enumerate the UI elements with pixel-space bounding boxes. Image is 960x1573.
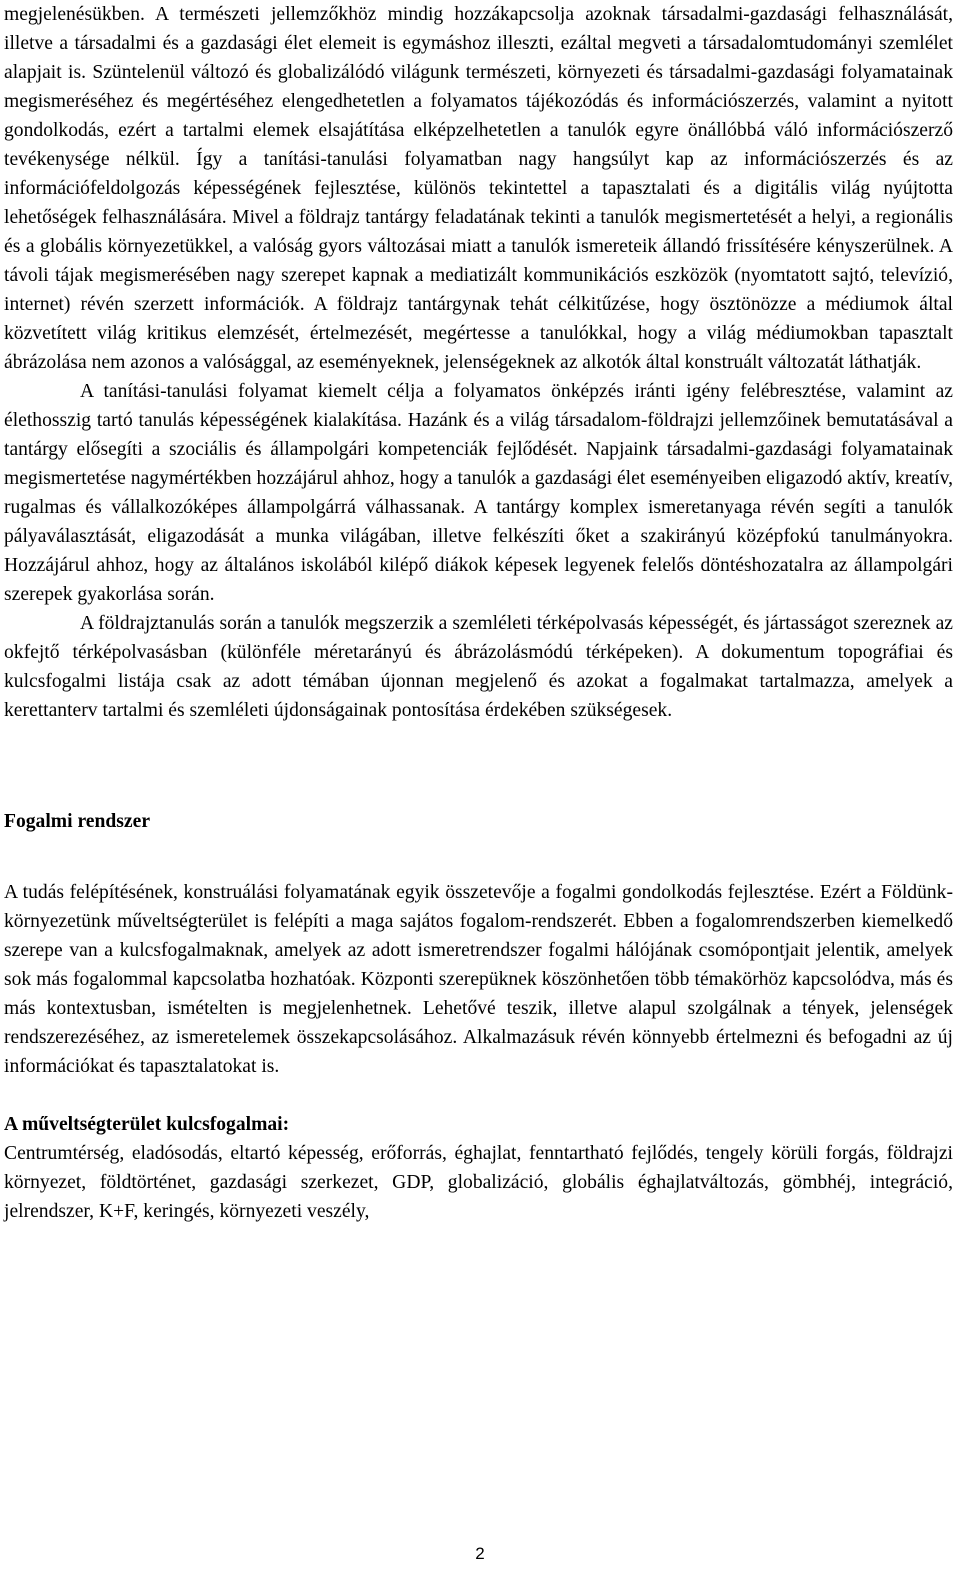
page-number: 2 (475, 1544, 485, 1563)
body-paragraph-2: A tanítási-tanulási folyamat kiemelt célja a folyamatos önképzés iránti igény felébresztése, valamint az élethosszig tartó tanulás képességének kialakítása. Hazánk és a világ társadalom-földrajzi jellemzőinek bemutatásával a tantárgy elősegíti a szociális és állampolgári kompetenciák fejlődését. Napjaink társadalmi-gazdasági folyamatainak megismertetése nagymértékben hozzájárul ahhoz, hogy a tanulók a gazdasági élet eseményeiben eligazodó aktív, kreatív, rugalmas és vállalkozóképes állampolgárrá válhassanak. A tantárgy komplex ismeretanyaga révén segíti a tanulók pályaválasztását, eligazodását a munka világában, illetve felkészíti őket a szakirányú középfokú tanulmányokra. Hozzájárul ahhoz, hogy az általános iskolából kilépő diákok képesek legyenek felelős döntéshozatalra az állampolgári szerepek gyakorlása során. (4, 381, 953, 605)
document-page (4, 0, 953, 1226)
key-concepts-list: Centrumtérség, eladósodás, eltartó képesség, erőforrás, éghajlat, fenntartható fejlődés, tengely körüli forgás, földrajzi környezet, földtörténet, gazdasági szerkezet, GDP, globalizáció, globális éghajlatváltozás, gömbhéj, integráció, jelrendszer, K+F, keringés, környezeti veszély, (4, 1143, 953, 1222)
section-heading: Fogalmi rendszer (4, 811, 151, 832)
key-concepts-heading: A műveltségterület kulcsfogalmai: (4, 1114, 290, 1135)
body-paragraph-3: A földrajztanulás során a tanulók megszerzik a szemléleti térképolvasás képességét, és jártasságot szereznek az okfejtő térképolvasásban (különféle méretarányú és ábrázolásmódú térképeken). A dokumentum topográfiai és kulcsfogalmi listája csak az adott témában újonnan megjelenő és azokat a fogalmakat tartalmazza, amelyek a kerettanterv tartalmi és szemléleti újdonságainak pontosítása érdekében szükségesek. (4, 613, 953, 721)
body-paragraph-1: megjelenésükben. A természeti jellemzőkhöz mindig hozzákapcsolja azoknak társadalmi-gazdasági felhasználását, illetve a társadalmi és a gazdasági élet elemeit is egymáshoz illeszti, ezáltal megveti a társadalomtudományi szemlélet alapjait is. Szüntelenül változó és globalizálódó világunk természeti, környezeti és társadalmi-gazdasági folyamatainak megismeréséhez és megértéséhez elengedhetetlen a folyamatos tájékozódás és információszerzés, valamint a nyitott gondolkodás, ezért a tartalmi elemek elsajátítása elképzelhetetlen a tanulók egyre önállóbbá váló információszerző tevékenysége nélkül. Így a tanítási-tanulási folyamatban nagy hangsúlyt kap az információszerzés és az információfeldolgozás képességének fejlesztése, különös tekintettel a tapasztalati és a digitális világ nyújtotta lehetőségek felhasználására. Mivel a földrajz tantárgy feladatának tekinti a tanulók megismertetését a helyi, a regionális és a globális környezetükkel, a valóság gyors változásai miatt a tanulók ismereteik állandó frissítésére kényszerülnek. A távoli tájak megismerésében nagy szerepet kapnak a mediatizált kommunikációs eszközök (nyomtatott sajtó, televízió, internet) révén szerzett információk. A földrajz tantárgynak tehát célkitűzése, hogy ösztönözze a médiumok által közvetített világ kritikus elemzését, értelmezését, megértesse a tanulókkal, hogy a világ médiumokban tapasztalt ábrázolása nem azonos a valósággal, az eseményeknek, jelenségeknek az alkotók által konstruált változatát láthatják. (4, 4, 953, 373)
section-paragraph: A tudás felépítésének, konstruálási folyamatának egyik összetevője a fogalmi gondolkodás fejlesztése. Ezért a Földünk-környezetünk műveltségterület is felépíti a maga sajátos fogalom-rendszerét. Ebben a fogalomrendszerben kiemelkedő szerepe van a kulcsfogalmaknak, amelyek az adott ismeretrendszer fogalmi hálójának csomópontjait jelentik, amelyek sok más fogalommal kapcsolatba hozhatóak. Központi szerepüknek köszönhetően több témakörhöz kapcsolódva, más és más kontextusban, ismételten is megjelenhetnek. Lehetővé teszik, illetve alapul szolgálnak a tények, jelenségek rendszerezéséhez, az ismeretelemek összekapcsolásához. Alkalmazásuk révén könnyebb értelmezni és befogadni az új információkat és tapasztalatokat is. (4, 882, 953, 1077)
